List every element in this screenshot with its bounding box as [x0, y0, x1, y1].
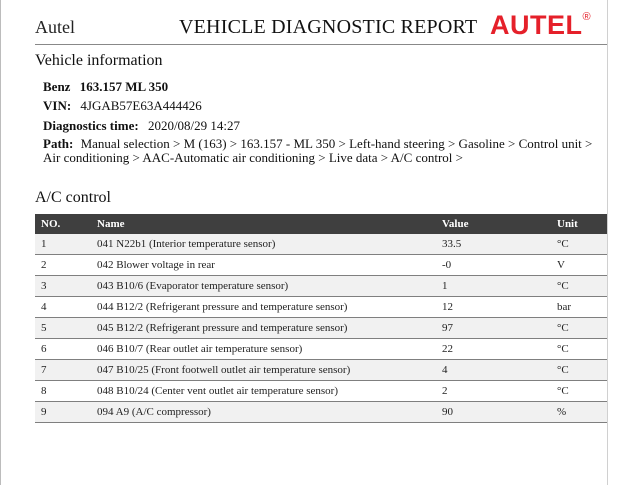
table-row [35, 234, 607, 255]
header-divider [35, 44, 607, 45]
row-value: 2 [436, 381, 551, 402]
row-number: 6 [35, 339, 91, 360]
row-unit: V [551, 255, 607, 276]
vehicle-model: 163.157 ML 350 [79, 79, 169, 94]
vin-line [43, 98, 202, 114]
row-number: 5 [35, 318, 91, 339]
column-header-value: Value [436, 214, 551, 234]
path-line [43, 137, 603, 165]
row-value: 22 [436, 339, 551, 360]
row-name: 048 B10/24 (Center vent outlet air temperature sensor) [91, 381, 436, 402]
table-header-row [35, 214, 607, 234]
row-unit: % [551, 402, 607, 423]
vehicle-info-heading: Vehicle information [35, 52, 163, 69]
column-header-name: Name [91, 214, 436, 234]
row-name: 047 B10/25 (Front footwell outlet air temperature sensor) [91, 360, 436, 381]
table-row [35, 318, 607, 339]
diagnostics-time-line [43, 118, 240, 134]
row-value: 97 [436, 318, 551, 339]
row-unit: °C [551, 276, 607, 297]
row-name: 044 B12/2 (Refrigerant pressure and temperature sensor) [91, 297, 436, 318]
row-name: 046 B10/7 (Rear outlet air temperature sensor) [91, 339, 436, 360]
row-unit: °C [551, 381, 607, 402]
row-value: 1 [436, 276, 551, 297]
row-number: 3 [35, 276, 91, 297]
row-number: 7 [35, 360, 91, 381]
row-value: 4 [436, 360, 551, 381]
ac-control-heading: A/C control [35, 189, 111, 206]
row-name: 043 B10/6 (Evaporator temperature sensor) [91, 276, 436, 297]
path-value: Manual selection > M (163) > 163.157 - ML 350 > Left-hand steering > Gasoline > Control unit > Air conditioning > AAC-Automatic air conditioning > Live data > A/C control > [43, 136, 593, 165]
page-edge [607, 0, 608, 485]
row-name: 041 N22b1 (Interior temperature sensor) [91, 234, 436, 255]
row-number: 4 [35, 297, 91, 318]
row-value: 90 [436, 402, 551, 423]
table-row [35, 339, 607, 360]
registered-mark: ® [582, 11, 592, 23]
table-row [35, 276, 607, 297]
column-header-unit: Unit [551, 214, 607, 234]
vehicle-model-line [43, 79, 168, 95]
path-label: Path: [43, 136, 74, 151]
brand-text: Autel [35, 17, 75, 37]
row-name: 042 Blower voltage in rear [91, 255, 436, 276]
vehicle-make: Benz [43, 79, 71, 94]
vin-label: VIN: [43, 98, 72, 113]
row-value: 33.5 [436, 234, 551, 255]
live-data-table [35, 214, 607, 423]
report-title: VEHICLE DIAGNOSTIC REPORT [179, 16, 478, 38]
row-name: 094 A9 (A/C compressor) [91, 402, 436, 423]
row-unit: °C [551, 360, 607, 381]
row-number: 2 [35, 255, 91, 276]
table-row [35, 297, 607, 318]
row-unit: °C [551, 339, 607, 360]
row-unit: °C [551, 318, 607, 339]
row-number: 8 [35, 381, 91, 402]
table-row [35, 255, 607, 276]
diagnostics-time-label: Diagnostics time: [43, 118, 139, 133]
row-value: 12 [436, 297, 551, 318]
logo-text: AUTEL [490, 10, 583, 40]
row-name: 045 B12/2 (Refrigerant pressure and temperature sensor) [91, 318, 436, 339]
diagnostics-time-value: 2020/08/29 14:27 [147, 118, 241, 133]
vin-value: 4JGAB57E63A444426 [80, 98, 202, 113]
table-row [35, 360, 607, 381]
table-row [35, 381, 607, 402]
row-number: 1 [35, 234, 91, 255]
column-header-no: NO. [35, 214, 91, 234]
row-number: 9 [35, 402, 91, 423]
row-value: -0 [436, 255, 551, 276]
table-row [35, 402, 607, 423]
row-unit: °C [551, 234, 607, 255]
autel-logo [490, 10, 591, 41]
row-unit: bar [551, 297, 607, 318]
